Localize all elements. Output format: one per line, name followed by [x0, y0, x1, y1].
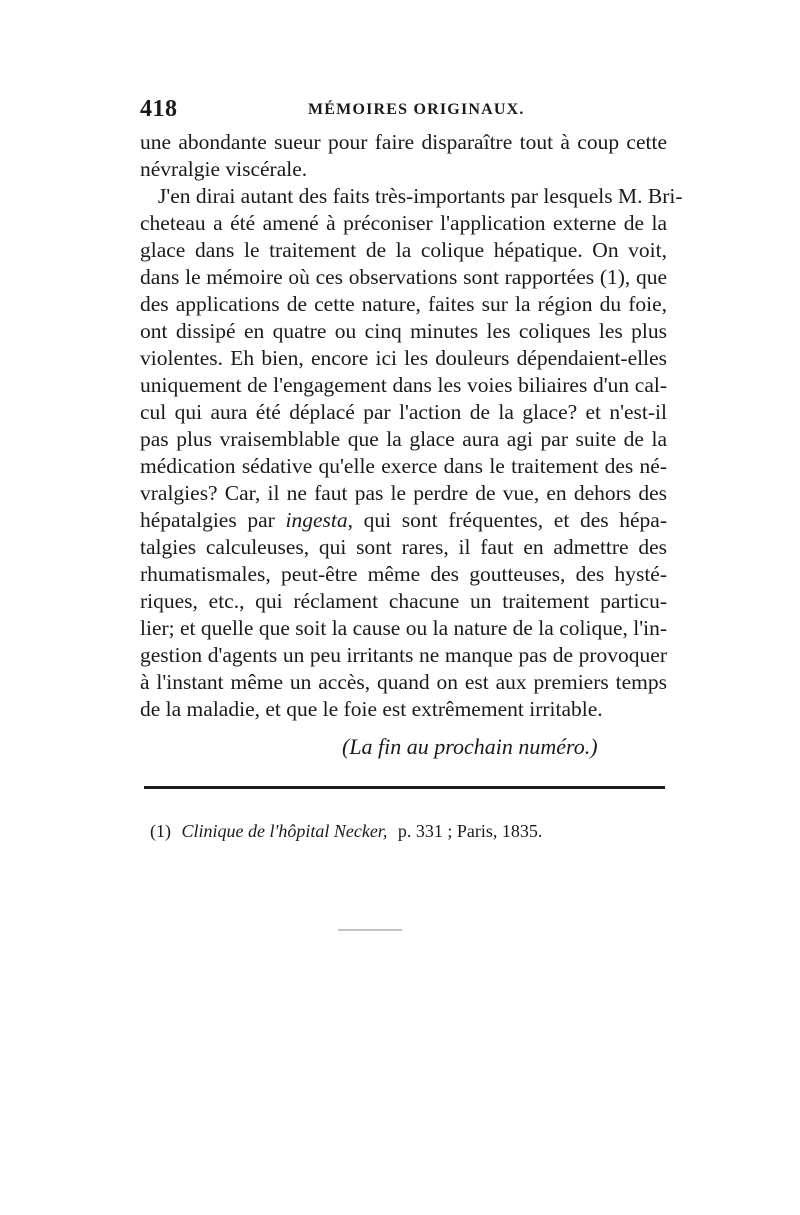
bleed-through-rule: [338, 929, 402, 931]
footnote-marker: (1): [150, 821, 171, 841]
continuation-block: [140, 734, 667, 764]
text-line: glace dans le traitement de la colique hépatique. On voit,: [140, 238, 667, 262]
footnote-citation-detail: p. 331 ; Paris, 1835.: [397, 821, 543, 841]
footnote: [150, 821, 650, 847]
text-line: uniquement de l'engagement dans les voies biliaires d'un cal-: [140, 373, 667, 397]
body-text: [140, 129, 683, 723]
running-head-title: MÉMOIRES ORIGINAUX.: [308, 101, 525, 118]
continuation-note: (La fin au prochain numéro.): [342, 734, 598, 759]
text-line: cheteau a été amené à préconiser l'application externe de la: [140, 211, 667, 235]
text-line: une abondante sueur pour faire disparaître tout à coup cette: [140, 130, 667, 154]
text-line: talgies calculeuses, qui sont rares, il faut en admettre des: [140, 535, 667, 559]
text-line: violentes. Eh bien, encore ici les douleurs dépendaient-elles: [140, 346, 667, 370]
text-line: médication sédative qu'elle exerce dans le traitement des né-: [140, 454, 667, 478]
page-number: 418: [140, 96, 178, 122]
text-line: lier; et quelle que soit la cause ou la nature de la colique, l'in-: [140, 616, 667, 640]
running-head: [140, 96, 665, 128]
text-line: névralgie viscérale.: [140, 157, 308, 181]
text-line: pas plus vraisemblable que la glace aura agi par suite de la: [140, 427, 667, 451]
footnote-separator-rule: [144, 786, 665, 789]
text-line: de la maladie, et que le foie est extrêmement irritable.: [140, 697, 603, 721]
text-line: hépatalgies par ingesta, qui sont fréquentes, et des hépa-: [140, 508, 667, 532]
text-line: ont dissipé en quatre ou cinq minutes les coliques les plus: [140, 319, 667, 343]
text-line: à l'instant même un accès, quand on est aux premiers temps: [140, 670, 667, 694]
text-line: vralgies? Car, il ne faut pas le perdre de vue, en dehors des: [140, 481, 667, 505]
text-line: des applications de cette nature, faites sur la région du foie,: [140, 292, 667, 316]
italic-term: ingesta: [285, 508, 348, 532]
text-line: rhumatismales, peut-être même des goutteuses, des hysté-: [140, 562, 667, 586]
text-line: J'en dirai autant des faits très-importants par lesquels M. Bri-: [158, 184, 683, 208]
text-line: gestion d'agents un peu irritants ne manque pas de provoquer: [140, 643, 667, 667]
text-line: cul qui aura été déplacé par l'action de la glace? et n'est-il: [140, 400, 667, 424]
footnote-citation-title: Clinique de l'hôpital Necker,: [181, 821, 388, 841]
text-line: riques, etc., qui réclament chacune un traitement particu-: [140, 589, 667, 613]
text-line: dans le mémoire où ces observations sont rapportées (1), que: [140, 265, 667, 289]
